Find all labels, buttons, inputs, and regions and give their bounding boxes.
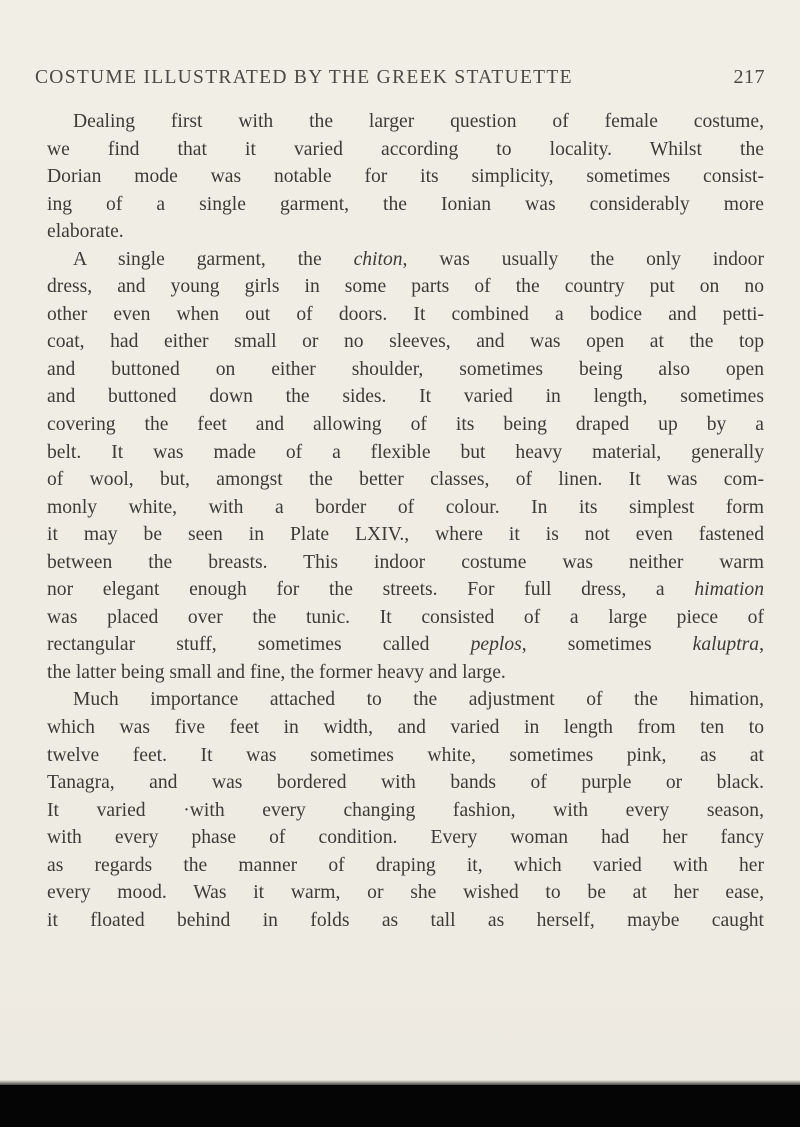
body-text [47,108,764,934]
text-run: , sometimes [521,634,693,656]
text-line: ing of a single garment, the Ionian was considerably more [47,193,764,215]
text-line: Dealing first with the larger question of female costume, [73,111,764,132]
text-line: and buttoned down the sides. It varied in length, sometimes [47,386,764,408]
text-line: with every phase of condition. Every woman had her fancy [47,827,764,849]
text-line: we find that it varied according to locality. Whilst the [47,138,764,160]
italic-term: himation [694,579,764,601]
text-line: and buttoned on either shoulder, sometimes being also open [47,358,764,380]
italic-term: peplos [470,634,522,656]
text-line: other even when out of doors. It combined a bodice and petti- [47,303,764,325]
text-line: belt. It was made of a flexible but heavy material, generally [47,441,764,463]
running-head [35,66,765,96]
text-line: was placed over the tunic. It consisted of a large piece of [47,606,764,628]
text-line: twelve feet. It was sometimes white, sometimes pink, as at [47,744,764,766]
text-line: It varied ·with every changing fashion, with every season, [47,799,764,821]
italic-term: kaluptra [692,634,760,656]
text-line: elaborate. [47,221,124,243]
text-line: Much importance attached to the adjustment of the himation, [73,689,764,711]
text-line: coat, had either small or no sleeves, and was open at the top [47,331,764,353]
text-run: , was usually the only indoor [402,248,765,270]
text-line: as regards the manner of draping it, which varied with her [47,854,764,876]
text-line: monly white, with a border of colour. In its simplest form [47,496,764,518]
text-line: it may be seen in Plate LXIV., where it is not even fastened [47,524,764,546]
running-head-title: COSTUME ILLUSTRATED BY THE GREEK STATUETTE [35,67,573,88]
text-line [47,631,764,659]
text-line [47,246,764,274]
page-number: 217 [733,66,765,88]
text-run: rectangular stuff, sometimes called [47,634,471,656]
scan-bottom-border [0,1085,800,1127]
italic-term: chiton [353,248,403,270]
text-run: , [759,634,764,656]
text-line: covering the feet and allowing of its being draped up by a [47,414,764,436]
text-line: of wool, but, amongst the better classes, of linen. It was com- [47,469,764,491]
text-run: A single garment, the [73,248,354,270]
text-run: nor elegant enough for the streets. For full dress, a [47,579,695,601]
text-line: it floated behind in folds as tall as herself, maybe caught [47,909,764,931]
text-line [47,576,764,604]
text-line: between the breasts. This indoor costume was neither warm [47,551,764,573]
text-line: which was five feet in width, and varied in length from ten to [47,717,764,739]
text-line: dress, and young girls in some parts of the country put on no [47,276,764,298]
text-line: Dorian mode was notable for its simplicity, sometimes consist- [47,166,764,188]
text-line: every mood. Was it warm, or she wished to be at her ease, [47,882,764,904]
text-line: the latter being small and fine, the former heavy and large. [47,661,506,683]
text-line: Tanagra, and was bordered with bands of purple or black. [47,772,764,794]
